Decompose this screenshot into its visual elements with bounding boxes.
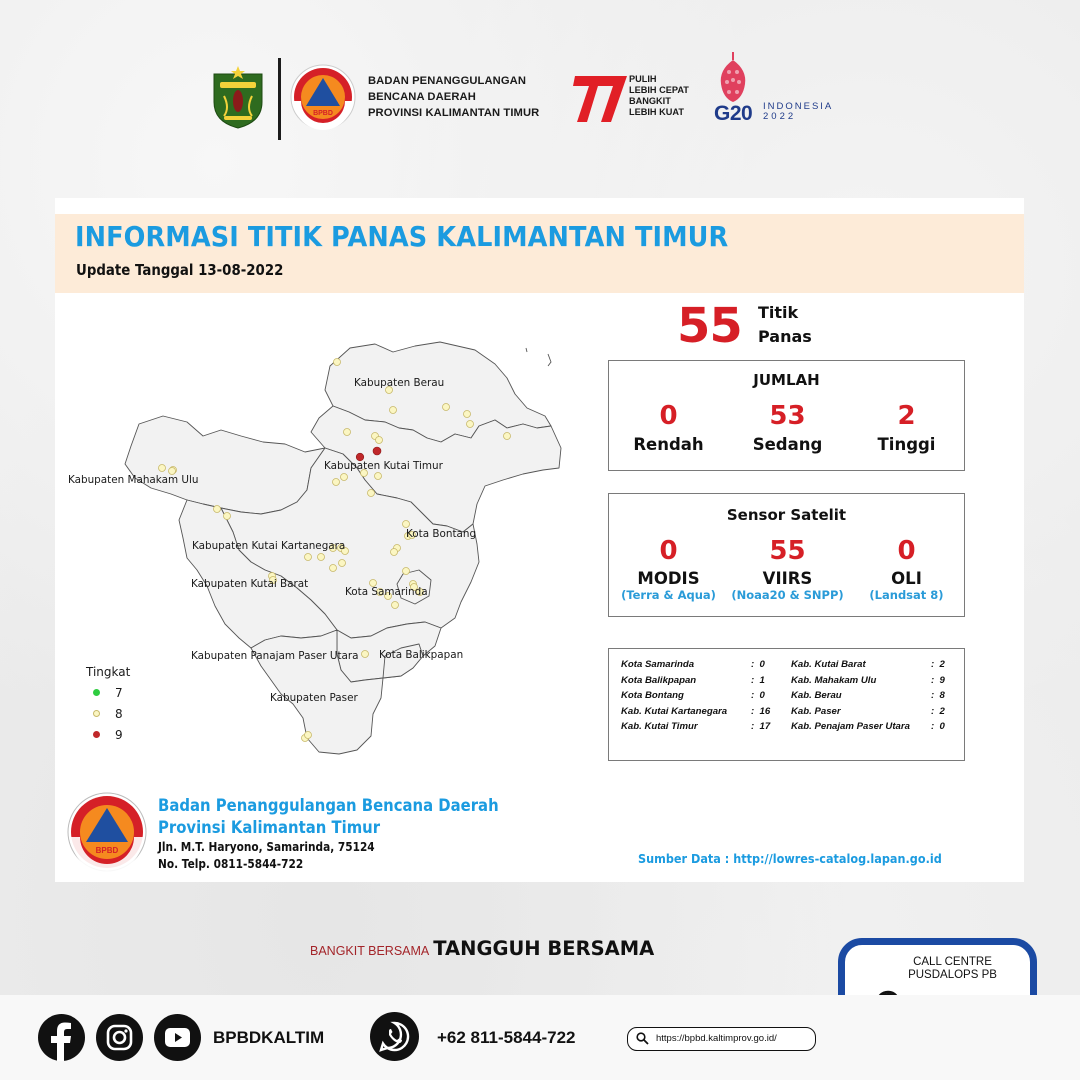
region-row: Kab. Penajam Paser Utara : 0 — [791, 721, 945, 733]
whatsapp-icon[interactable] — [370, 1012, 419, 1061]
region-row: Kab. Kutai Kartanegara : 16 — [621, 705, 771, 717]
footer-address: Jln. M.T. Haryono, Samarinda, 75124 — [158, 840, 375, 854]
sensor-box — [608, 493, 965, 617]
g20-wordmark: G20 — [714, 102, 753, 125]
region-list-left — [621, 657, 770, 735]
footer-phone: No. Telp. 0811-5844-722 — [158, 857, 304, 871]
map-label-ppu: Kabupaten Panajam Paser Utara — [191, 650, 359, 662]
page-title: INFORMASI TITIK PANAS KALIMANTAN TIMUR — [75, 221, 729, 253]
footer-org-name: Badan Penanggulangan Bencana Daerah Provinsi Kalimantan Timur — [158, 796, 499, 837]
map-label-bontang: Kota Bontang — [406, 528, 477, 540]
whatsapp-number[interactable]: +62 811-5844-722 — [437, 1028, 576, 1047]
map-label-paser: Kabupaten Paser — [270, 692, 358, 704]
hut-ri-77-logo — [571, 72, 629, 124]
kaltim-crest-logo — [210, 64, 266, 130]
hotspot-info-card — [55, 198, 1024, 882]
region-row: Kab. Kutai Timur : 17 — [621, 721, 771, 733]
bpbd-logo — [290, 64, 356, 130]
legend-item-9: 9 — [86, 724, 130, 745]
website-link[interactable] — [627, 1027, 816, 1051]
svg-text:BPBD: BPBD — [95, 846, 119, 855]
call-centre-title: CALL CENTRE PUSDALOPS PB — [908, 956, 997, 981]
region-row: Kota Balikpapan : 1 — [621, 674, 765, 686]
map-label-kutai-timur: Kabupaten Kutai Timur — [324, 460, 443, 472]
region-row: Kab. Mahakam Ulu : 9 — [791, 674, 945, 686]
bottom-contact-bar — [0, 995, 1080, 1080]
website-url: https://bpbd.kaltimprov.go.id/ — [656, 1033, 777, 1044]
region-row: Kota Bontang : 0 — [621, 690, 765, 702]
card-header-band — [55, 214, 1024, 293]
org-name-header: BADAN PENANGGULANGAN BENCANA DAERAH PROVINSI KALIMANTAN TIMUR — [368, 75, 540, 119]
sensor-modis: 0 MODIS (Terra & Aqua) — [621, 536, 716, 602]
jumlah-title: JUMLAH — [753, 371, 820, 389]
search-icon — [636, 1032, 649, 1045]
g20-subtitle: INDONESIA 2022 — [763, 101, 834, 122]
region-row: Kab. Kutai Barat : 2 — [791, 659, 945, 671]
facebook-icon[interactable] — [38, 1014, 85, 1061]
header-logos — [205, 52, 855, 147]
map-label-kutai-barat: Kabupaten Kutai Barat — [191, 578, 309, 590]
footer-contact — [158, 839, 375, 873]
sensor-viirs: 55 VIIRS (Noaa20 & SNPP) — [731, 536, 844, 602]
total-hotspots-label: Titik Panas — [758, 303, 812, 346]
region-row: Kab. Berau : 8 — [791, 690, 945, 702]
region-row: Kota Samarinda : 0 — [621, 659, 765, 671]
legend-item-7: 7 — [86, 682, 130, 703]
hotspot-map — [68, 318, 595, 768]
stat-tinggi: 2 Tinggi — [877, 401, 936, 454]
social-handle[interactable]: BPBDKALTIM — [213, 1028, 325, 1047]
bpbd-logo-footer — [67, 792, 147, 872]
region-row: Kab. Paser : 2 — [791, 705, 945, 717]
sensor-oli: 0 OLI (Landsat 8) — [869, 536, 944, 602]
map-label-balikpapan: Kota Balikpapan — [379, 649, 464, 661]
map-label-samarinda: Kota Samarinda — [345, 586, 428, 598]
update-date: Update Tanggal 13-08-2022 — [76, 261, 284, 279]
sensor-title: Sensor Satelit — [726, 506, 847, 524]
instagram-icon[interactable] — [96, 1014, 143, 1061]
stat-rendah: 0 Rendah — [633, 401, 704, 454]
total-hotspots-value: 55 — [677, 298, 742, 354]
stat-sedang: 53 Sedang — [752, 401, 823, 454]
map-label-berau: Kabupaten Berau — [354, 377, 445, 389]
svg-text:BPBD: BPBD — [313, 110, 333, 117]
data-source: Sumber Data : http://lowres-catalog.lapan.go.id — [638, 851, 942, 866]
logo77-slogan: PULIH LEBIH CEPAT BANGKIT LEBIH KUAT — [629, 74, 689, 117]
region-breakdown-box — [608, 648, 965, 761]
green-dot-icon — [93, 689, 100, 696]
tagline: BANGKIT BERSAMA TANGGUH BERSAMA — [310, 937, 655, 960]
g20-kawung-icon — [715, 52, 751, 104]
youtube-icon[interactable] — [154, 1014, 201, 1061]
map-label-mahakam-ulu: Kabupaten Mahakam Ulu — [68, 474, 199, 486]
map-legend: Tingkat 7 8 9 — [86, 665, 130, 745]
logo-divider — [278, 58, 281, 140]
map-label-kutai-kartanegara: Kabupaten Kutai Kartanegara — [192, 540, 346, 552]
region-list-right — [791, 657, 945, 735]
legend-item-8: 8 — [86, 703, 130, 724]
red-dot-icon — [93, 731, 100, 738]
yellow-dot-icon — [93, 710, 100, 717]
jumlah-box — [608, 360, 965, 471]
